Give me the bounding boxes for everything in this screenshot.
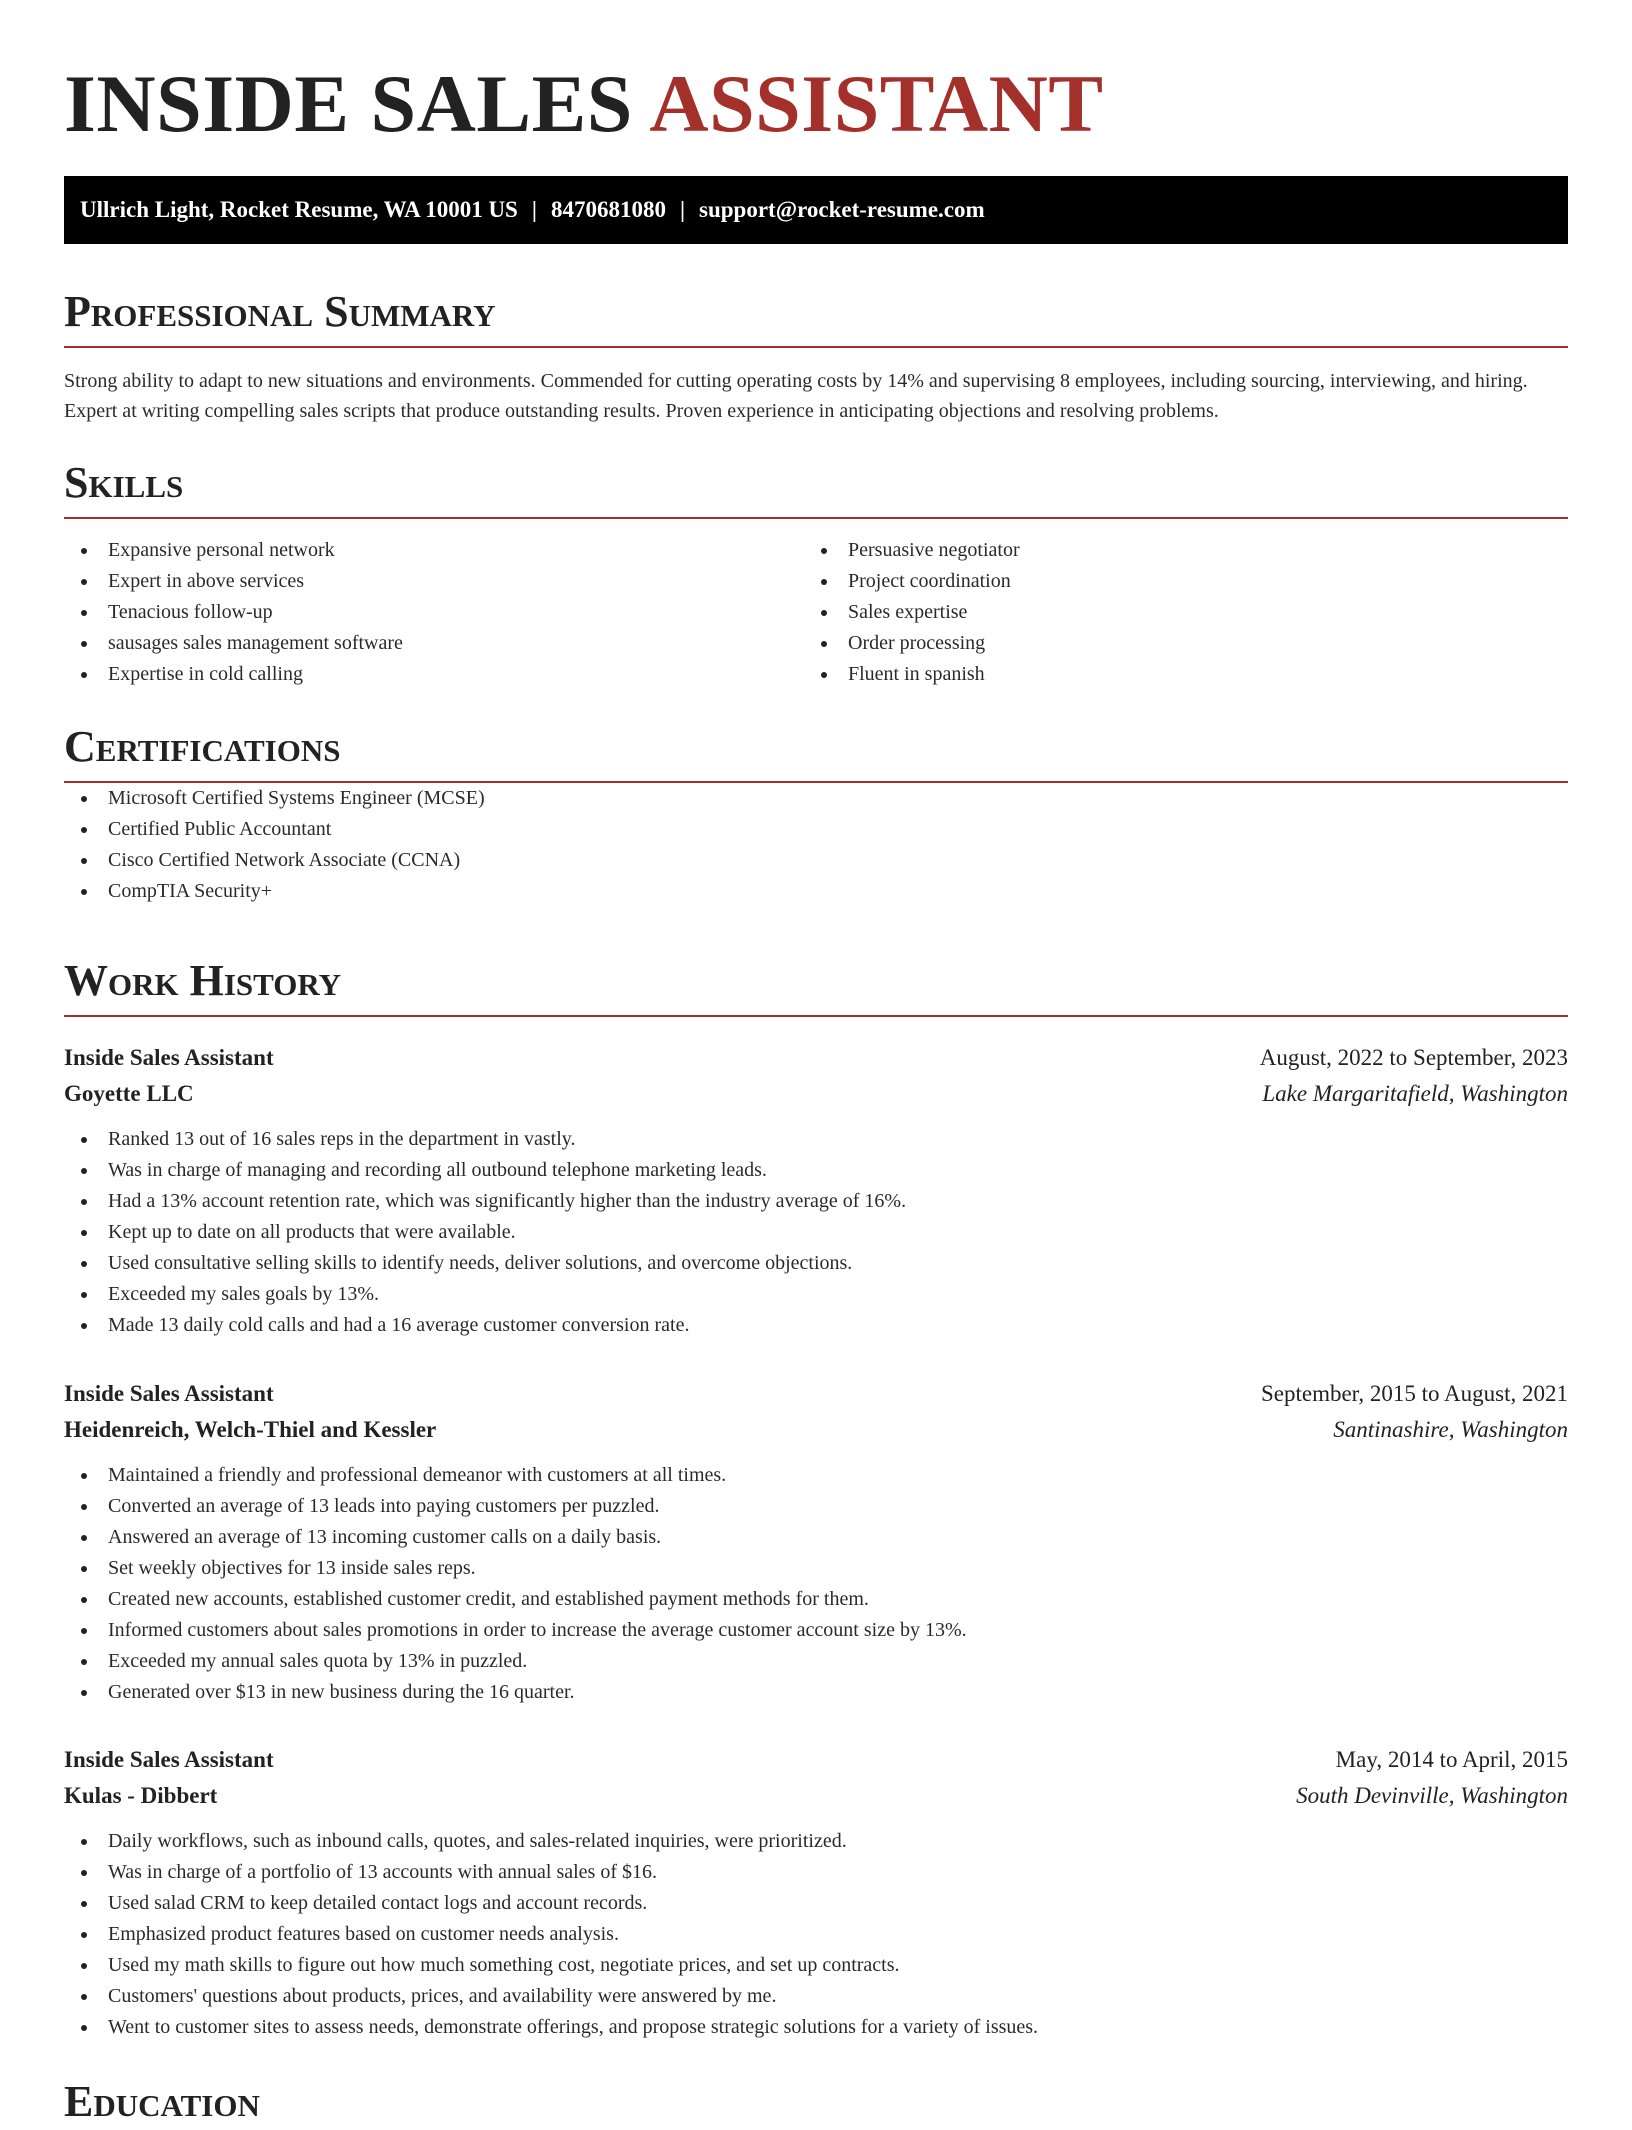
skill-item: Expert in above services [64,566,804,597]
work-history-heading: Work History [64,956,342,1005]
job-company-row [64,1412,1568,1448]
job-entry [64,1742,1568,2043]
skill-item: Expansive personal network [64,535,804,566]
job-duty: Converted an average of 13 leads into paying customers per puzzled. [64,1491,1568,1522]
job-company: Kulas - Dibbert [64,1783,218,1808]
section-divider [64,517,1568,519]
job-duty: Emphasized product features based on customer needs analysis. [64,1919,1568,1950]
job-duty: Informed customers about sales promotions in order to increase the average customer account size by 13%. [64,1615,1568,1646]
title-primary: INSIDE SALES [64,58,633,149]
skills-heading: Skills [64,458,184,507]
education-heading: Education [64,2077,260,2126]
job-duty: Maintained a friendly and professional demeanor with customers at all times. [64,1460,1568,1491]
job-duty: Created new accounts, established customer credit, and established payment methods for them. [64,1584,1568,1615]
job-entry [64,1040,1568,1341]
job-title: Inside Sales Assistant [64,1045,274,1070]
skill-item: Persuasive negotiator [804,535,1544,566]
job-company: Heidenreich, Welch-Thiel and Kessler [64,1417,437,1442]
certification-item: Certified Public Accountant [64,814,1568,845]
job-duty: Set weekly objectives for 13 inside sales reps. [64,1553,1568,1584]
certifications-section [64,719,1568,907]
education-section [64,2074,1568,2130]
job-dates: May, 2014 to April, 2015 [1335,1747,1568,1772]
job-duty: Exceeded my annual sales quota by 13% in puzzled. [64,1646,1568,1677]
job-duty: Used consultative selling skills to identify needs, deliver solutions, and overcome objections. [64,1248,1568,1279]
job-duty: Ranked 13 out of 16 sales reps in the department in vastly. [64,1124,1568,1155]
job-duty: Had a 13% account retention rate, which was significantly higher than the industry average of 16%. [64,1186,1568,1217]
skill-item: sausages sales management software [64,628,804,659]
certification-item: Microsoft Certified Systems Engineer (MCSE) [64,783,1568,814]
section-divider [64,346,1568,348]
summary-section [64,284,1568,426]
job-header-row [64,1040,1568,1076]
job-duty: Answered an average of 13 incoming customer calls on a daily basis. [64,1522,1568,1553]
job-company: Goyette LLC [64,1081,194,1106]
job-header-row [64,1376,1568,1412]
job-duties-list [64,1460,1568,1708]
job-duty: Kept up to date on all products that were available. [64,1217,1568,1248]
contact-phone: 8470681080 [550,197,666,222]
skill-item: Fluent in spanish [804,659,1544,690]
skills-list-right [804,535,1544,690]
job-entry [64,1376,1568,1708]
job-location: South Devinville, Washington [1296,1783,1568,1808]
skills-section [64,455,1568,690]
skill-item: Sales expertise [804,597,1544,628]
contact-separator: | [531,197,537,222]
job-duties-list [64,1124,1568,1341]
contact-address: Ullrich Light, Rocket Resume, WA 10001 US [80,197,518,222]
certifications-heading: Certifications [64,722,341,771]
job-duty: Customers' questions about products, prices, and availability were answered by me. [64,1981,1568,2012]
job-duty: Generated over $13 in new business during the 16 quarter. [64,1677,1568,1708]
resume-title [64,56,1104,152]
job-duty: Exceeded my sales goals by 13%. [64,1279,1568,1310]
summary-text: Strong ability to adapt to new situations and environments. Commended for cutting operating costs by 14% and supervising 8 employees, including sourcing, interviewing, and hiring. Expert at writing compelling sales scripts that produce outstanding results. Proven experience in anticipating objections and resolving problems. [64,370,1528,422]
skill-item: Tenacious follow-up [64,597,804,628]
job-dates: August, 2022 to September, 2023 [1259,1045,1568,1070]
skills-list-left [64,535,804,690]
skill-item: Expertise in cold calling [64,659,804,690]
job-title: Inside Sales Assistant [64,1381,274,1406]
certification-item: Cisco Certified Network Associate (CCNA) [64,845,1568,876]
job-duties-list [64,1826,1568,2043]
skills-columns [64,535,1568,690]
skill-item: Project coordination [804,566,1544,597]
title-accent: ASSISTANT [649,58,1104,149]
job-duty: Was in charge of managing and recording all outbound telephone marketing leads. [64,1155,1568,1186]
job-company-row [64,1076,1568,1112]
job-location: Santinashire, Washington [1333,1417,1568,1442]
summary-heading: Professional Summary [64,287,496,336]
job-duty: Went to customer sites to assess needs, demonstrate offerings, and propose strategic solutions for a variety of issues. [64,2012,1568,2043]
certification-item: CompTIA Security+ [64,876,1568,907]
job-duty: Used my math skills to figure out how much something cost, negotiate prices, and set up contracts. [64,1950,1568,1981]
job-title: Inside Sales Assistant [64,1747,274,1772]
job-duty: Daily workflows, such as inbound calls, quotes, and sales-related inquiries, were prioritized. [64,1826,1568,1857]
job-company-row [64,1778,1568,1814]
job-header-row [64,1742,1568,1778]
section-divider [64,1015,1568,1017]
certifications-list [64,783,1568,907]
job-dates: September, 2015 to August, 2021 [1260,1381,1568,1406]
job-duty: Used salad CRM to keep detailed contact logs and account records. [64,1888,1568,1919]
contact-email: support@rocket-resume.com [699,197,985,222]
contact-separator: | [679,197,686,222]
job-duty: Made 13 daily cold calls and had a 16 average customer conversion rate. [64,1310,1568,1341]
job-location: Lake Margaritafield, Washington [1262,1081,1568,1106]
work-history-section [64,953,1568,1017]
job-duty: Was in charge of a portfolio of 13 accounts with annual sales of $16. [64,1857,1568,1888]
skill-item: Order processing [804,628,1544,659]
contact-bar [64,176,1568,244]
